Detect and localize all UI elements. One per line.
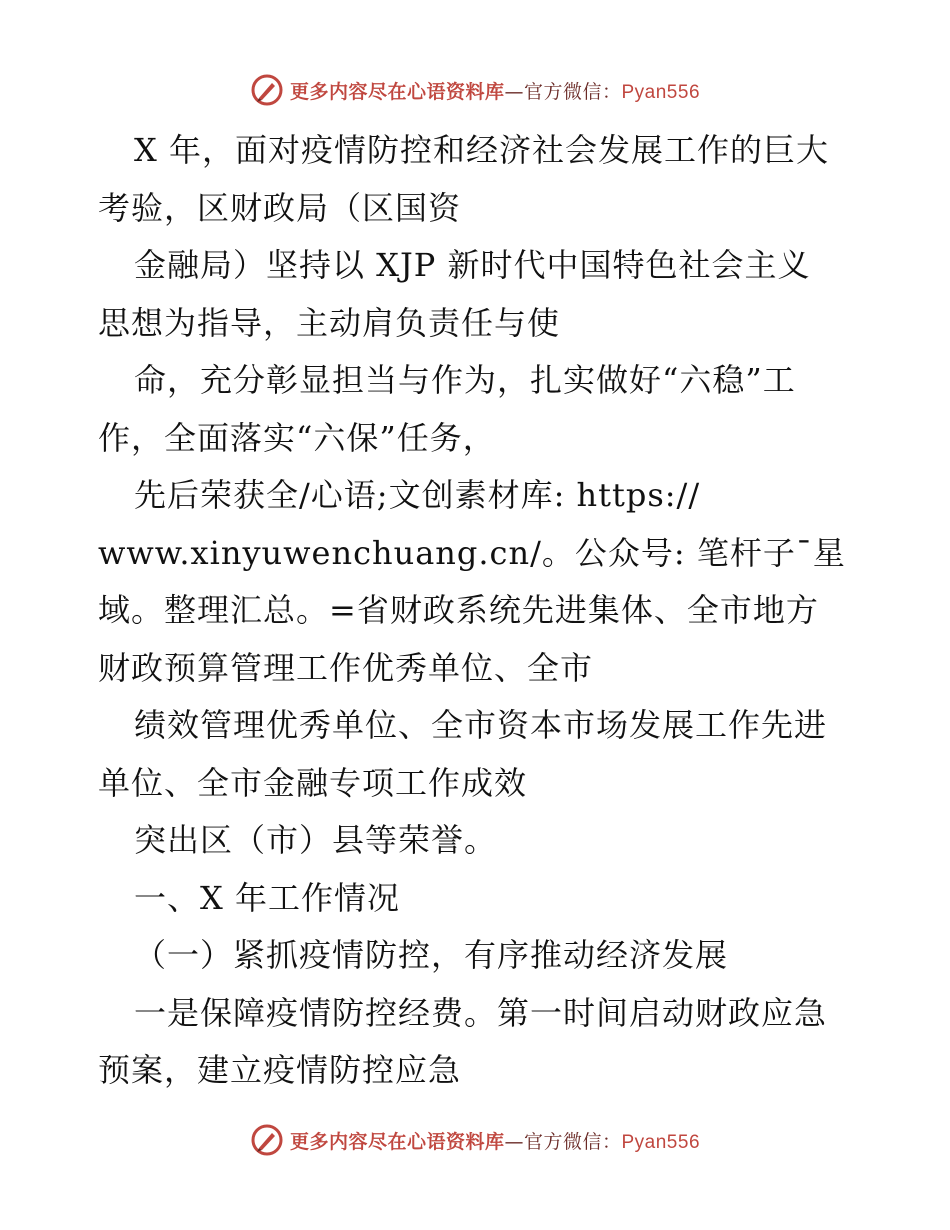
header-suffix: 官方微信：: [523, 80, 622, 103]
header-banner: [0, 70, 950, 110]
body-line: 单位、全市金融专项工作成效: [98, 763, 528, 802]
document-body: [98, 122, 868, 1100]
header-dash: —: [504, 80, 524, 103]
pen-logo-icon: [250, 1123, 284, 1157]
header-prefix: 更多内容尽在心语资料库: [289, 80, 505, 103]
footer-banner: [0, 1120, 950, 1160]
body-line: 域。整理汇总。=省财政系统先进集体、全市地方: [98, 591, 819, 629]
body-line: 先后荣获全/心语;文创素材库: https://: [134, 476, 701, 514]
body-line: 思想为指导，主动肩负责任与使: [98, 303, 561, 342]
footer-prefix: 更多内容尽在心语资料库: [289, 1130, 505, 1153]
body-line: 预案，建立疫情防控应急: [98, 1051, 462, 1089]
section-heading: 一、X 年工作情况: [134, 878, 400, 917]
footer-text: [290, 1127, 700, 1154]
body-line: 绩效管理优秀单位、全市资本市场发展工作先进: [134, 706, 828, 744]
footer-suffix: 官方微信：: [523, 1130, 622, 1153]
body-line: 财政预算管理工作优秀单位、全市: [98, 648, 594, 687]
body-line: 金融局）坚持以 XJP 新时代中国特色社会主义: [134, 246, 811, 284]
header-handle: Pyan556: [621, 81, 701, 103]
body-line: 命，充分彰显担当与作为，扎实做好“六稳”工: [134, 361, 796, 399]
body-line: 一是保障疫情防控经费。第一时间启动财政应急: [134, 993, 828, 1032]
pen-logo-icon: [250, 73, 284, 107]
footer-dash: —: [504, 1130, 524, 1153]
body-line: 突出区（市）县等荣誉。: [134, 821, 498, 859]
subsection-heading: （一）紧抓疫情防控，有序推动经济发展: [134, 936, 729, 974]
header-text: [290, 77, 700, 104]
body-line: X 年，面对疫情防控和经济社会发展工作的巨大: [134, 131, 829, 169]
body-line: 考验，区财政局（区国资: [98, 188, 462, 227]
footer-handle: Pyan556: [621, 1131, 701, 1153]
body-line: 作，全面落实“六保”任务，: [98, 418, 496, 457]
body-line: www.xinyuwenchuang.cn/。公众号: 笔杆子¯星: [98, 533, 846, 572]
